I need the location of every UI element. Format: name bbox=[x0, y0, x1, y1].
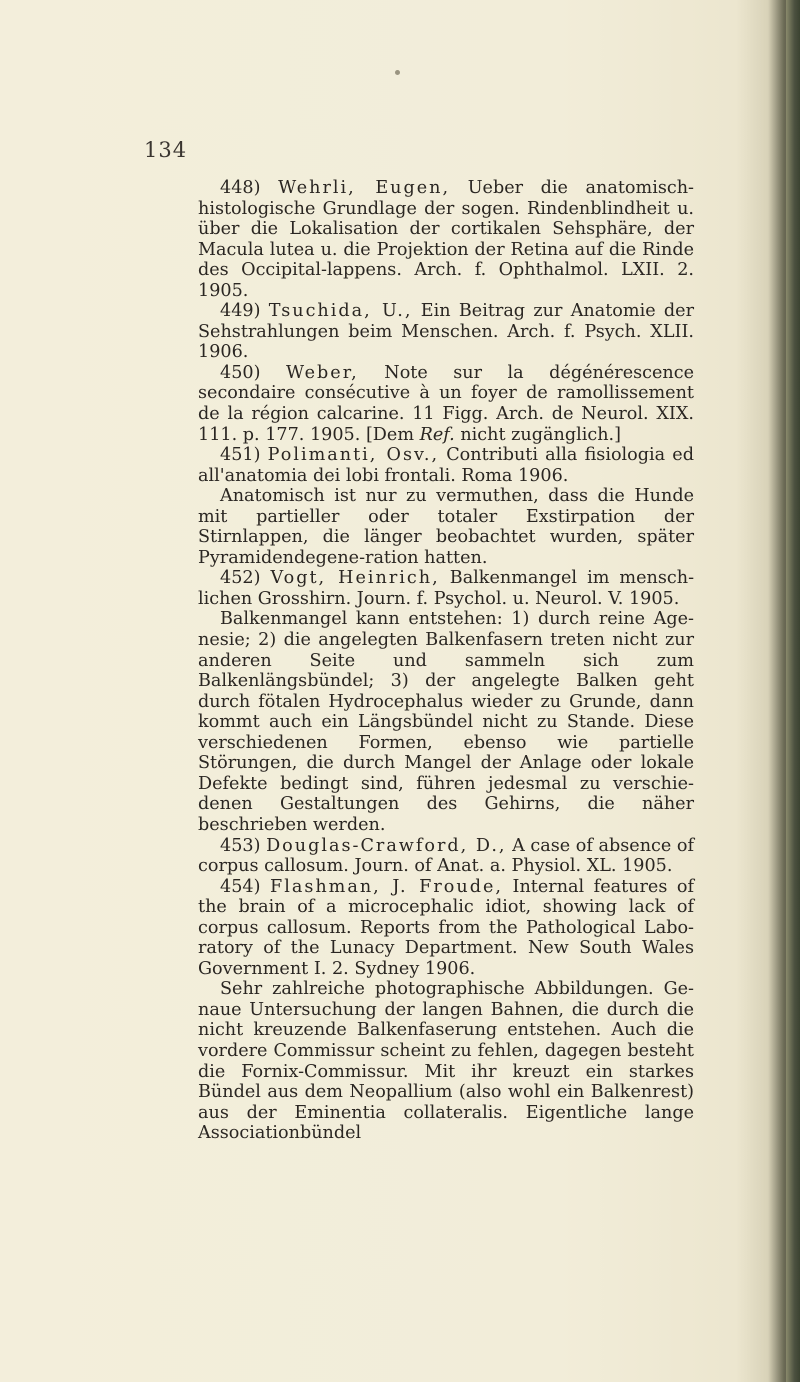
entry-451-summary bbox=[198, 486, 694, 568]
entry-449 bbox=[198, 301, 694, 363]
page-number: 134 bbox=[144, 138, 188, 162]
entry-number: 454) bbox=[220, 876, 261, 897]
entry-451 bbox=[198, 445, 694, 486]
entry-text-end: nicht zugänglich.] bbox=[460, 424, 621, 445]
summary-text: Anatomisch ist nur zu vermuthen, dass die Hunde mit partieller oder totaler Exstirpation der Stirnlappen, die länger beobachtet wurden, später Pyramidendegene-ration hatten. bbox=[198, 486, 694, 568]
entry-author: Wehrli, Eugen, bbox=[278, 178, 451, 198]
entry-author: Douglas-Crawford, D., bbox=[266, 835, 507, 856]
entry-author: Weber, bbox=[285, 362, 359, 383]
summary-text: Balkenmangel kann entstehen: 1) durch reine Age-nesie; 2) die angelegten Balkenfasern treten nicht zur anderen Seite und sammeln sich zum Balkenlängsbündel; 3) der angelegte Balken geht durch fötalen Hydrocephalus wieder zu Grunde, dann kommt auch ein Längsbündel nicht zu Stande. Diese verschiedenen Formen, ebenso wie partielle Störungen, die durch Mangel der Anlage oder lokale Defekte bedingt sind, führen jedesmal zu verschie-denen Gestaltungen des Gehirns, die näher beschrieben werden. bbox=[198, 609, 694, 835]
entry-text: Note sur la dégénérescence secondaire consécutive à un foyer de ramollissement de la région calcarine. 11 Figg. Arch. de Neurol. XIX. 111. p. 177. 1905. [Dem bbox=[198, 362, 694, 445]
entry-452-summary bbox=[198, 609, 694, 835]
entry-number: 448) bbox=[220, 178, 261, 198]
page-edge-shadow bbox=[786, 0, 800, 1382]
entry-author: Flashman, J. Froude, bbox=[270, 876, 503, 897]
entry-number: 451) bbox=[220, 445, 261, 466]
entry-452 bbox=[198, 568, 694, 609]
entry-450 bbox=[198, 363, 694, 445]
entry-emphasis: Ref. bbox=[419, 424, 455, 445]
entry-text: Ein Beitrag zur Anatomie der Sehstrahlungen beim Menschen. Arch. f. Psych. XLII. 1906. bbox=[198, 301, 694, 363]
entry-text: Internal features of the brain of a microcephalic idiot, showing lack of corpus callosum. Reports from the Pathological Labo-ratory of the Lunacy Department. New South Wales Government I. 2. Sydney 1906. bbox=[198, 876, 694, 979]
entry-text: A case of absence of corpus callosum. Journ. of Anat. a. Physiol. XL. 1905. bbox=[198, 835, 695, 877]
entry-453 bbox=[198, 836, 694, 877]
entry-number: 452) bbox=[220, 568, 261, 589]
entry-number: 450) bbox=[220, 362, 261, 383]
entry-448 bbox=[198, 178, 694, 301]
entry-text: Balkenmangel im mensch-lichen Grosshirn. Journ. f. Psychol. u. Neurol. V. 1905. bbox=[198, 568, 695, 609]
entry-454 bbox=[198, 877, 694, 980]
entry-author: Polimanti, Osv., bbox=[267, 445, 440, 466]
entry-text: Ueber die anatomisch-histologische Grundlage der sogen. Rindenblindheit u. über die Lokalisation der cortikalen Sehsphäre, der Macula lutea u. die Projektion der Retina auf die Rinde des Occipital-lappens. Arch. f. Ophthalmol. LXII. 2. 1905. bbox=[198, 178, 694, 301]
text-column bbox=[198, 178, 694, 1144]
entry-author: Tsuchida, U., bbox=[268, 301, 413, 322]
entry-text: Contributi alla fisiologia ed all'anatomia dei lobi frontali. Roma 1906. bbox=[198, 445, 694, 486]
entry-number: 453) bbox=[220, 835, 261, 856]
entry-454-summary bbox=[198, 979, 694, 1143]
entry-author: Vogt, Heinrich, bbox=[270, 568, 440, 589]
entry-number: 449) bbox=[220, 301, 261, 322]
summary-text: Sehr zahlreiche photographische Abbildungen. Ge-naue Untersuchung der langen Bahnen, die durch die nicht kreuzende Balkenfaserung entstehen. Auch die vordere Commissur scheint zu fehlen, dagegen besteht die Fornix-Commissur. Mit ihr kreuzt ein starkes Bündel aus dem Neopallium (also wohl ein Balkenrest) aus der Eminentia collateralis. Eigentliche lange Associationbündel bbox=[198, 979, 694, 1144]
page-blemish bbox=[395, 70, 400, 75]
